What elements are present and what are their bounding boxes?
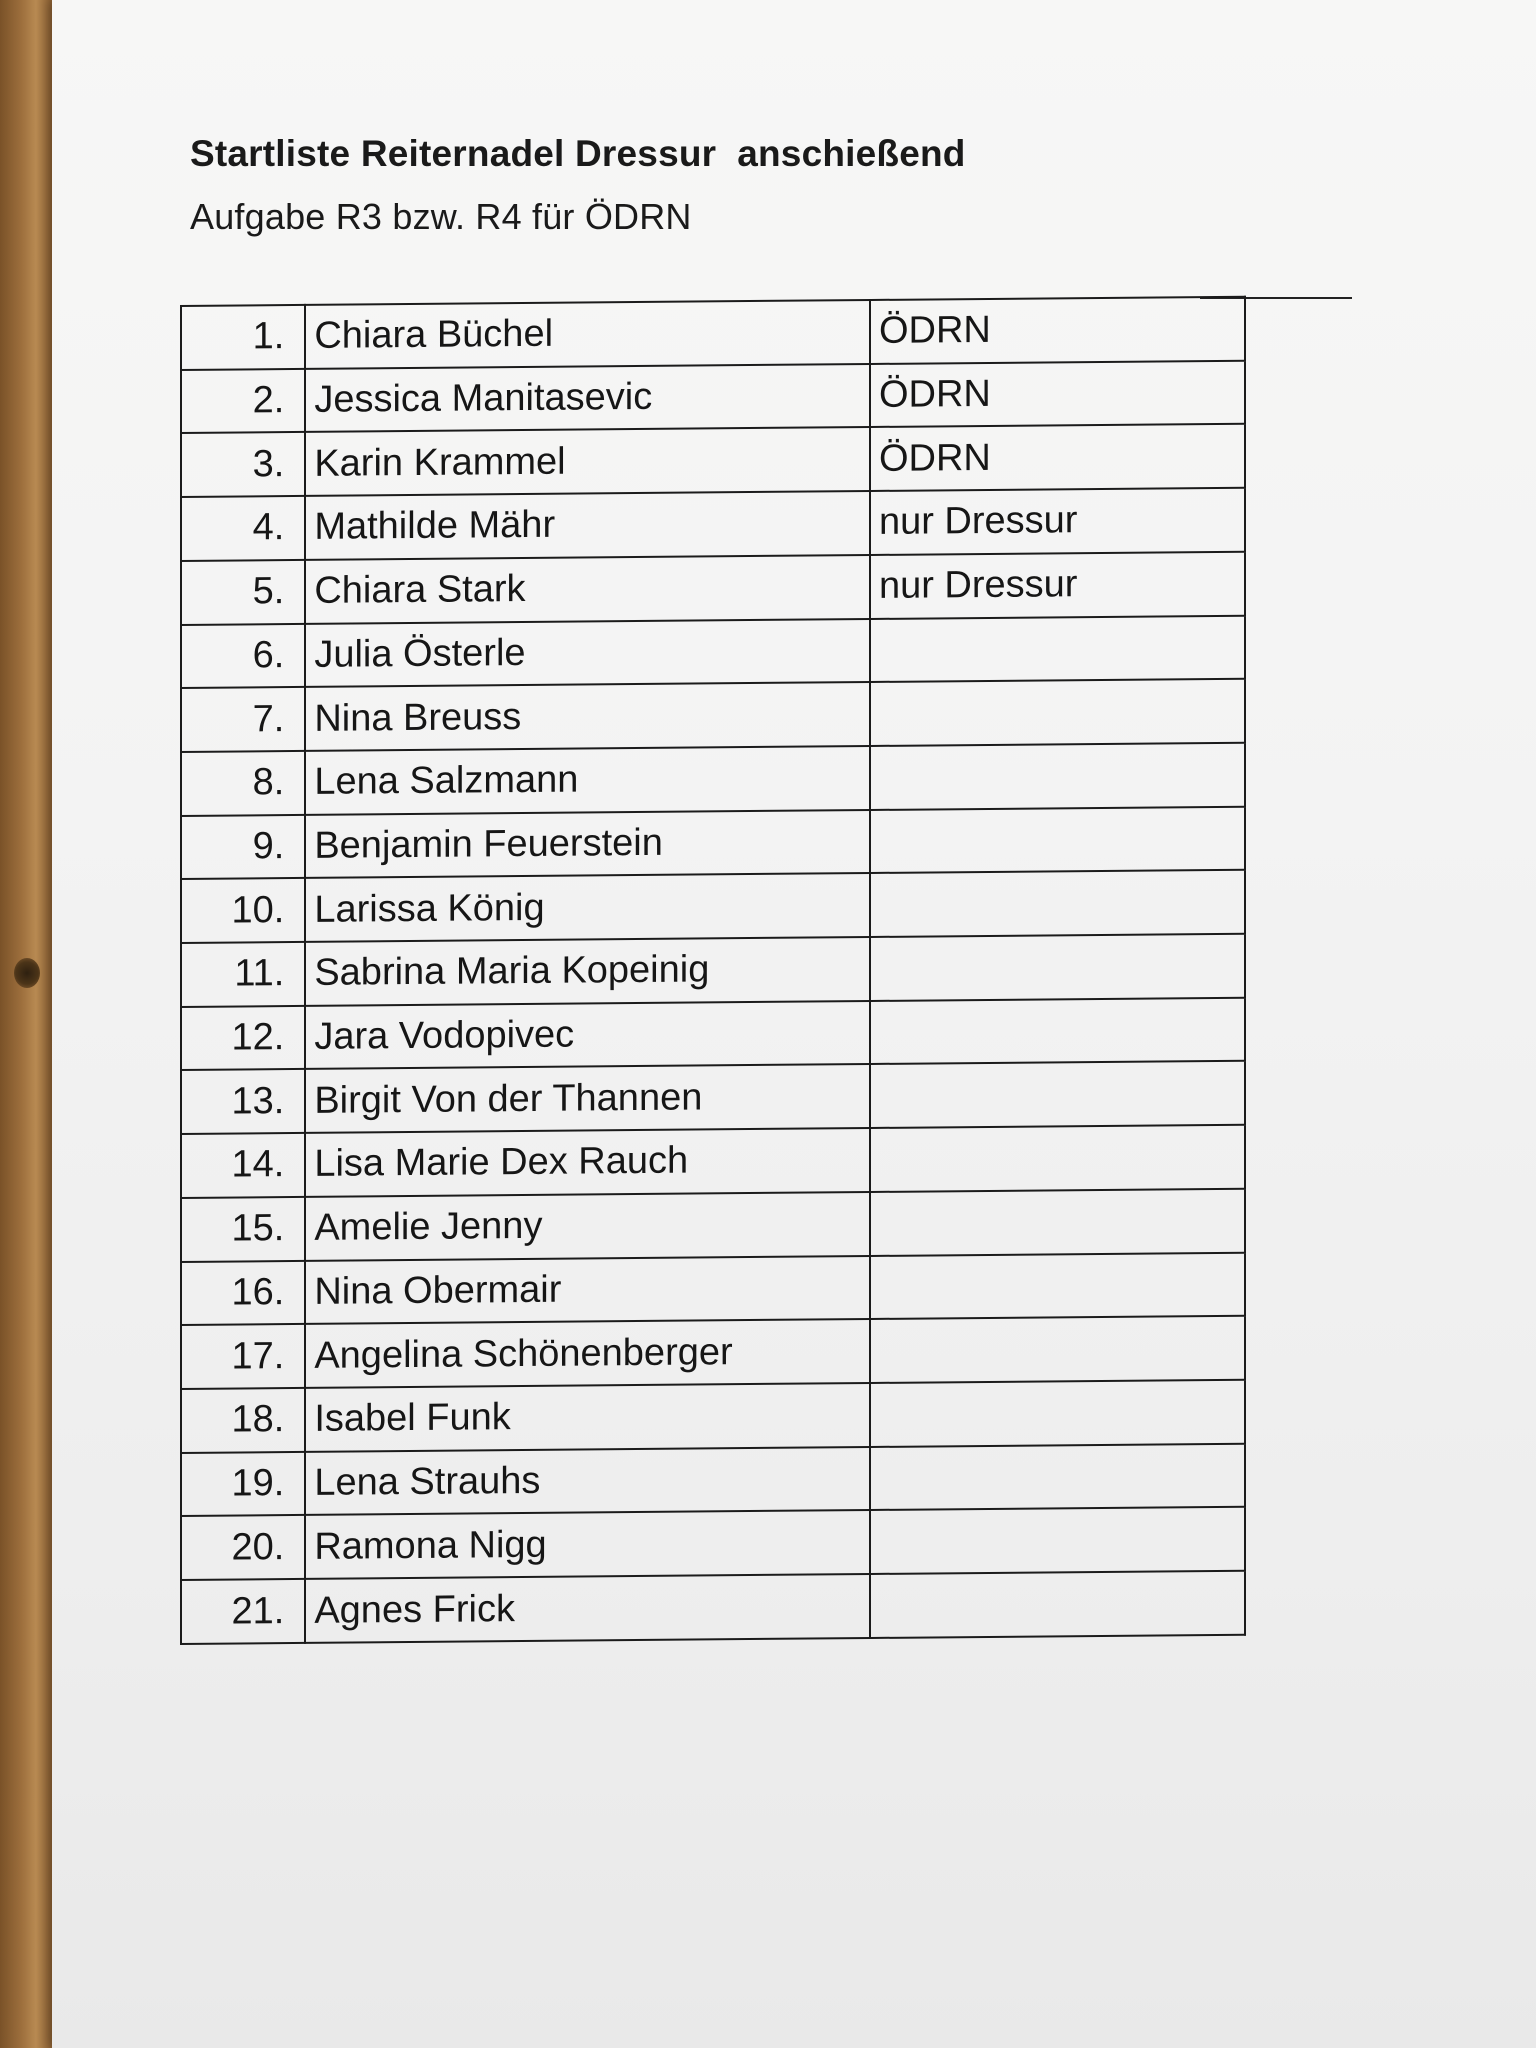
wood-knot [14,958,40,988]
rider-number: 7. [181,687,305,752]
rider-name: Mathilde Mähr [305,491,870,560]
rider-name: Ramona Nigg [305,1510,870,1579]
rider-name: Agnes Frick [305,1574,870,1643]
rider-number: 6. [181,623,305,688]
rider-note [870,870,1245,937]
rider-number: 9. [181,815,305,880]
rider-name: Julia Österle [305,618,870,687]
rider-number: 15. [181,1197,305,1262]
rider-note [870,1316,1245,1383]
rider-number: 19. [181,1452,305,1517]
table-row [181,870,1245,943]
table-row [181,488,1245,561]
rider-note [870,1507,1245,1574]
rider-number: 5. [181,560,305,625]
rider-note [870,743,1245,810]
rider-name: Nina Breuss [305,682,870,751]
rider-name: Birgit Von der Thannen [305,1064,870,1133]
rider-number: 8. [181,751,305,816]
rider-name: Karin Krammel [305,427,870,496]
rider-note: ÖDRN [870,297,1245,364]
rider-number: 17. [181,1324,305,1389]
rider-name: Benjamin Feuerstein [305,810,870,879]
table-row [181,1125,1245,1198]
rider-number: 11. [181,942,305,1007]
rider-note: ÖDRN [870,424,1245,491]
rider-name: Jessica Manitasevic [305,364,870,433]
wooden-surface [0,0,60,2048]
table-row [181,360,1245,433]
document-subtitle: Aufgabe R3 bzw. R4 für ÖDRN [190,196,692,237]
rider-note: ÖDRN [870,360,1245,427]
table-row [181,679,1245,752]
table-row [181,743,1245,816]
rider-note [870,1571,1245,1638]
table-row [181,1061,1245,1134]
rider-note [870,679,1245,746]
rider-note [870,1443,1245,1510]
table-row [181,806,1245,879]
rider-number: 2. [181,369,305,434]
rider-number: 4. [181,496,305,561]
rider-number: 14. [181,1133,305,1198]
rider-note [870,615,1245,682]
rider-name: Angelina Schönenberger [305,1319,870,1388]
table-row [181,1380,1245,1453]
rider-number: 12. [181,1006,305,1071]
rider-name: Lena Strauhs [305,1447,870,1516]
rider-number: 10. [181,878,305,943]
table-row [181,552,1245,625]
rider-name: Lisa Marie Dex Rauch [305,1128,870,1197]
rider-number: 13. [181,1069,305,1134]
table-row [181,1571,1245,1644]
table-row [181,1443,1245,1516]
rider-number: 16. [181,1260,305,1325]
table-row [181,615,1245,688]
rider-note: nur Dressur [870,552,1245,619]
rider-note [870,934,1245,1001]
rider-name: Amelie Jenny [305,1192,870,1261]
rider-note [870,1061,1245,1128]
rider-note [870,1125,1245,1192]
table-row [181,1252,1245,1325]
rider-note [870,806,1245,873]
table-row [181,297,1245,370]
rider-note [870,1189,1245,1256]
rider-number: 3. [181,432,305,497]
start-list-body [181,297,1245,1644]
table-row [181,424,1245,497]
rider-name: Isabel Funk [305,1383,870,1452]
rider-name: Lena Salzmann [305,746,870,815]
rider-name: Nina Obermair [305,1256,870,1325]
rider-number: 21. [181,1579,305,1644]
table-row [181,1189,1245,1262]
rider-name: Sabrina Maria Kopeinig [305,937,870,1006]
rider-number: 18. [181,1388,305,1453]
rider-note: nur Dressur [870,488,1245,555]
document-title: Startliste Reiternadel Dressur anschießend [190,133,966,174]
rider-note [870,1252,1245,1319]
table-row [181,997,1245,1070]
rider-note [870,1380,1245,1447]
rider-name: Jara Vodopivec [305,1001,870,1070]
rider-number: 1. [181,305,305,370]
rider-number: 20. [181,1515,305,1580]
rider-name: Larissa König [305,873,870,942]
rider-name: Chiara Stark [305,555,870,624]
table-row [181,1507,1245,1580]
table-row [181,1316,1245,1389]
rider-name: Chiara Büchel [305,300,870,369]
start-list-table [180,296,1246,1645]
table-row [181,934,1245,1007]
rider-note [870,997,1245,1064]
